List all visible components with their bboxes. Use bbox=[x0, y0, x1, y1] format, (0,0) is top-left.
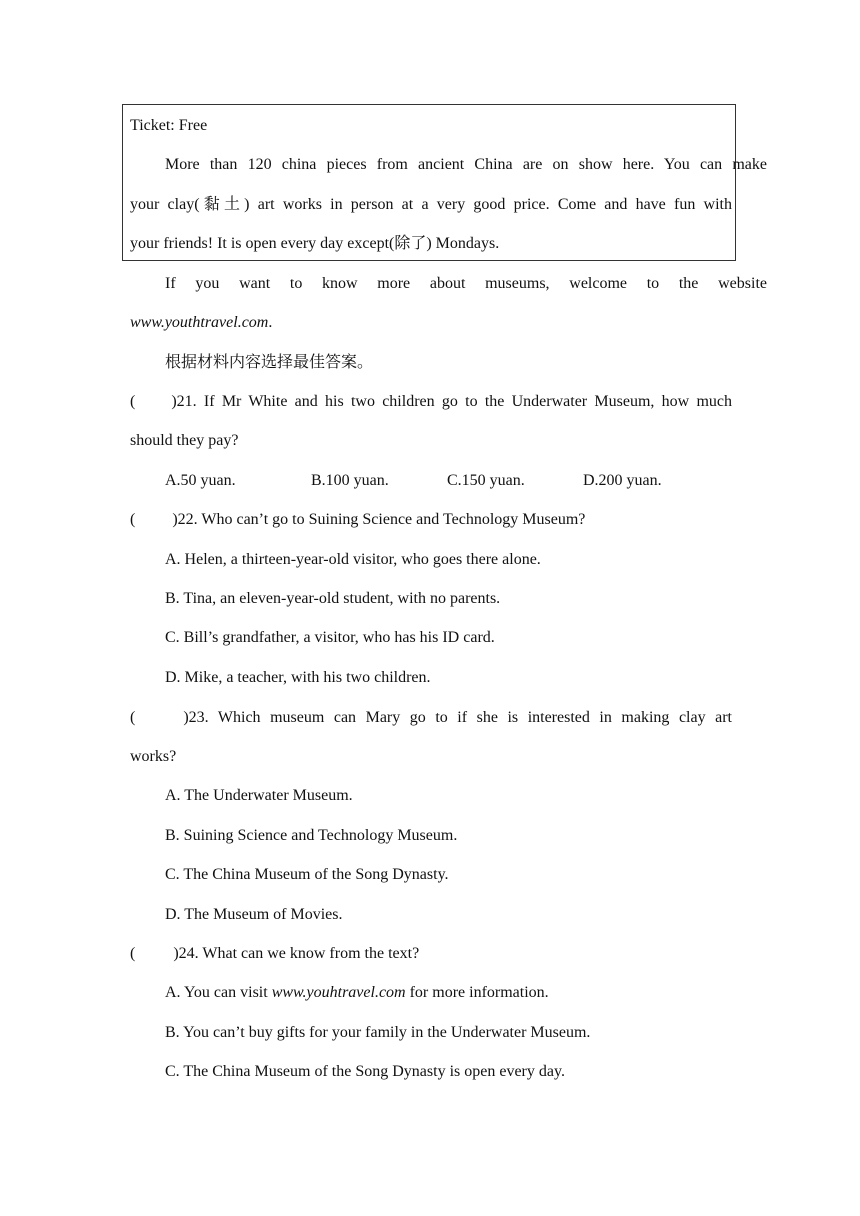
question-24-text: )24. What can we know from the text? bbox=[173, 945, 420, 962]
ticket-line: Ticket: Free bbox=[130, 117, 208, 134]
option-b[interactable]: B. You can’t buy gifts for your family in the Underwater Museum. bbox=[165, 1024, 591, 1041]
option-c[interactable]: C. The China Museum of the Song Dynasty is open every day. bbox=[165, 1063, 565, 1080]
question-22-text: )22. Who can’t go to Suining Science and Technology Museum? bbox=[172, 511, 586, 528]
instruction: 根据材料内容选择最佳答案。 bbox=[165, 354, 374, 371]
website-intro-line: If you want to know more about museums, welcome to the website bbox=[165, 275, 767, 292]
answer-paren: ( bbox=[130, 511, 136, 528]
question-21-stem-cont: should they pay? bbox=[130, 432, 239, 449]
answer-paren: ( bbox=[130, 945, 136, 962]
option-d[interactable]: D. The Museum of Movies. bbox=[165, 906, 343, 923]
option-d[interactable]: D. Mike, a teacher, with his two children. bbox=[165, 669, 431, 686]
website-link[interactable]: www.youthtravel.com bbox=[130, 314, 269, 331]
option-d[interactable]: D.200 yuan. bbox=[583, 472, 662, 489]
option-b[interactable]: B.100 yuan. bbox=[311, 472, 389, 489]
option-b[interactable]: B. Suining Science and Technology Museum. bbox=[165, 827, 458, 844]
option-a[interactable]: A. Helen, a thirteen-year-old visitor, who goes there alone. bbox=[165, 551, 541, 568]
question-23-stem-cont: works? bbox=[130, 748, 177, 765]
period: . bbox=[268, 314, 273, 331]
question-23-text: )23. Which museum can Mary go to if she is interested in making clay art bbox=[183, 709, 732, 726]
question-23-stem bbox=[130, 708, 732, 728]
question-22-stem bbox=[130, 510, 732, 530]
option-a-text: A. You can visit bbox=[165, 984, 272, 1001]
option-a[interactable]: A. The Underwater Museum. bbox=[165, 787, 353, 804]
box-description-line: More than 120 china pieces from ancient China are on show here. You can make bbox=[165, 156, 767, 173]
box-description-line: your clay(黏土) art works in person at a very good price. Come and have fun with bbox=[130, 196, 732, 213]
box-description-line: your friends! It is open every day except(除了) Mondays. bbox=[130, 235, 500, 252]
option-c[interactable]: C. The China Museum of the Song Dynasty. bbox=[165, 866, 449, 883]
answer-paren: ( bbox=[130, 393, 136, 410]
option-b[interactable]: B. Tina, an eleven-year-old student, with no parents. bbox=[165, 590, 501, 607]
question-21-text: )21. If Mr White and his two children go to the Underwater Museum, how much bbox=[171, 393, 732, 410]
option-a-website: www.youhtravel.com bbox=[271, 984, 406, 1001]
question-24-stem bbox=[130, 944, 732, 964]
answer-paren: ( bbox=[130, 709, 136, 726]
option-c[interactable]: C. Bill’s grandfather, a visitor, who has his ID card. bbox=[165, 629, 495, 646]
website-line bbox=[130, 313, 732, 333]
option-a[interactable] bbox=[130, 983, 767, 1003]
option-a[interactable]: A.50 yuan. bbox=[165, 472, 236, 489]
option-c[interactable]: C.150 yuan. bbox=[447, 472, 525, 489]
question-21-stem bbox=[130, 392, 732, 412]
option-a-text-end: for more information. bbox=[405, 984, 549, 1001]
